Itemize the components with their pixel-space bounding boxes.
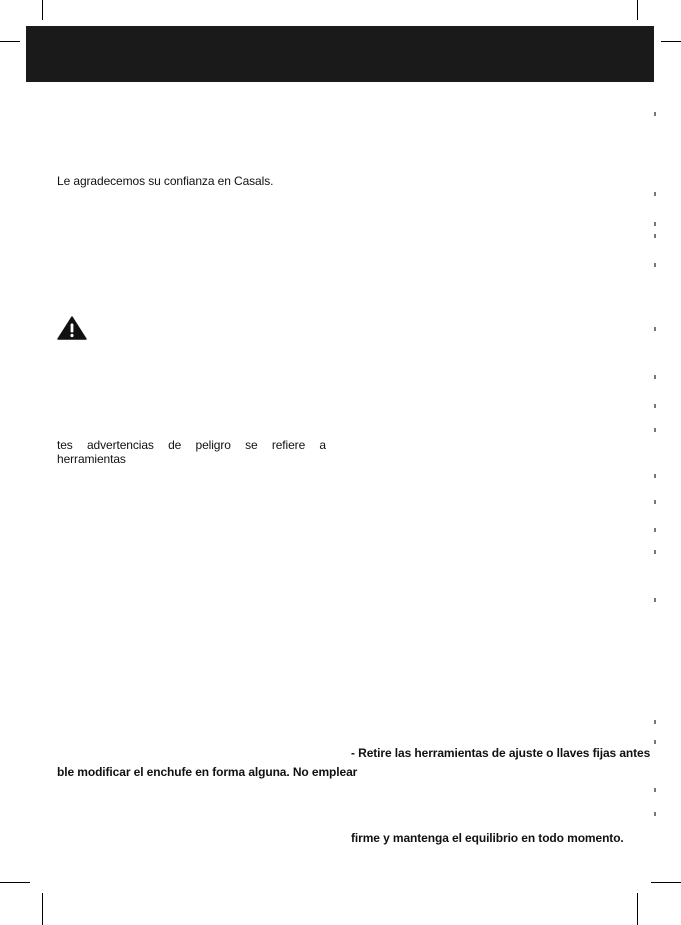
crop-mark bbox=[651, 882, 681, 883]
crop-mark bbox=[42, 893, 43, 925]
plug-line: ble modificar el enchufe en forma alguna. No emplear bbox=[57, 765, 358, 779]
header-bar bbox=[26, 26, 654, 82]
crop-mark bbox=[42, 0, 43, 20]
intro-thanks: Le agradecemos su confianza en Casals. bbox=[57, 174, 274, 188]
balance-line: firme y mantenga el equilibrio en todo momento. bbox=[351, 831, 624, 845]
crop-mark bbox=[637, 0, 638, 20]
remove-tools-line: - Retire las herramientas de ajuste o llaves fijas antes bbox=[351, 746, 651, 760]
warnings-line-text: tes advertencias de peligro se refiere a herramientas bbox=[57, 438, 326, 466]
crop-mark bbox=[637, 893, 638, 925]
crop-mark bbox=[661, 41, 681, 42]
crop-mark bbox=[0, 41, 20, 42]
warnings-line bbox=[57, 438, 326, 466]
crop-mark bbox=[0, 882, 30, 883]
edge-marks bbox=[651, 100, 659, 860]
warning-triangle-icon bbox=[57, 316, 87, 340]
